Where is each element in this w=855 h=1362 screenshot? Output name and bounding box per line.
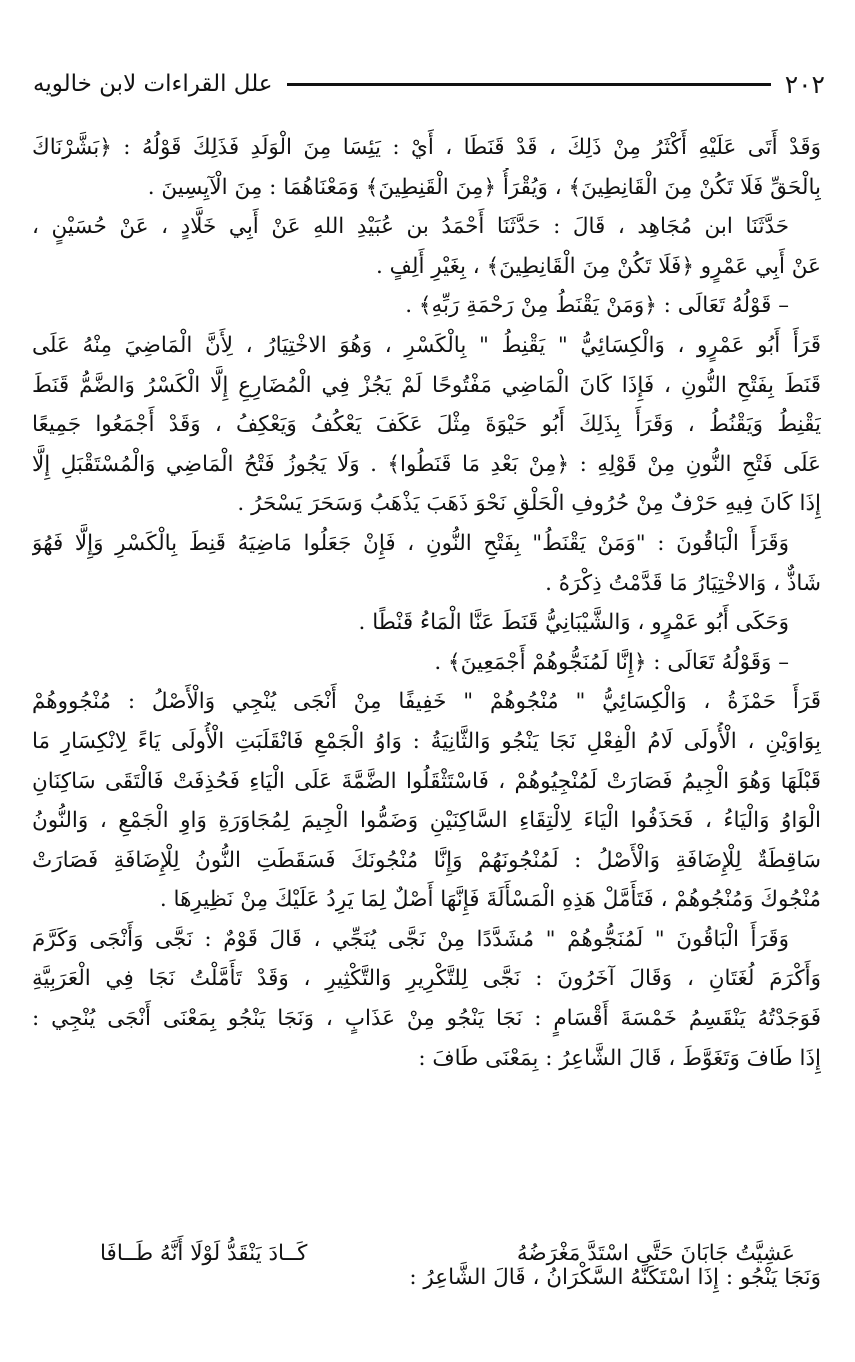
text-line: سَاقِطَةٌ لِلْإِضَافَةِ وَالْأَصْلُ : لَمُنْجُونَهُمْ وَإِنَّا مُنْجُونَكَ فَسَقَطَتِ النُّونُ لِلْإِضَافَةِ فَصَارَتْ — [32, 847, 821, 873]
verse-first-hemistich: عَشِيَّتُ جَابَانَ حَتَّى اسْتَدَّ مَغْرَضُهُ — [516, 1240, 795, 1266]
text-line: – وَقَوْلُهُ تَعَالَى : ﴿إِنَّا لَمُنَجُّوهُمْ أَجْمَعِينَ﴾ . — [434, 649, 789, 675]
text-line: عَلَى فَتْحِ النُّونِ مِنْ قَوْلِهِ : ﴿مِنْ بَعْدِ مَا قَنَطُوا﴾ . وَلَا يَجُوزُ فَتْحُ الْمَاضِي وَالْمُسْتَقْبَلِ إِلَّا — [32, 451, 821, 477]
page-number: ٢٠٢ — [784, 69, 825, 99]
text-line: – قَوْلُهُ تَعَالَى : ﴿وَمَنْ يَقْنَطُ مِنْ رَحْمَةِ رَبِّهِ﴾ . — [405, 293, 789, 319]
text-line: عَنْ أَبِي عَمْرٍو ﴿فَلَا تَكُنْ مِنَ الْقَانِطِينَ﴾ ، بِغَيْرِ أَلِفٍ . — [375, 253, 821, 279]
text-line: وَنَجَا يَنْجُو : إِذَا اسْتَكَنَّهُ السَّكْرَانُ ، قَالَ الشَّاعِرُ : — [409, 1265, 821, 1290]
text-line: حَدَّثَنَا ابن مُجَاهِد ، قَالَ : حَدَّثَنَا أَحْمَدُ بن عُبَيْدِ اللهِ عَنْ أَبِي خَلَّادٍ ، عَنْ حُسَيْنٍ ، — [32, 214, 789, 240]
verse-second-hemistich: كَــادَ يَنْقَدُّ لَوْلَا أَنَّهُ طَــافَا — [100, 1240, 308, 1266]
text-line: بِوَاوَيْنِ ، الْأُولَى لَامُ الْفِعْلِ نَجَا يَنْجُو وَالثَّانِيَةُ : وَاوُ الْجَمْعِ فَانْقَلَبَتِ الْأُولَى يَاءً لِانْكِسَارِ مَا — [32, 728, 821, 754]
text-line: مُنْجُوكَ وَمُنْجُوهُمْ ، فَتَأَمَّلْ هَذِهِ الْمَسْأَلَةَ فَإِنَّهَا أَصْلٌ لِمَا يَرِدُ عَلَيْكَ مِنْ نَظِيرِهَا . — [159, 887, 821, 913]
body-text — [32, 128, 821, 1078]
text-line: يَقْنِطُ وَيَقْنُطُ ، وَقَرَأَ بِذَلِكَ أَبُو حَيْوَةَ مِثْلَ عَكَفَ يَعْكُفُ وَيَعْكِفُ ، وَقَدْ أَجْمَعُوا جَمِيعًا — [32, 412, 821, 438]
text-line: وَقَدْ أَتَى عَلَيْهِ أَكْثَرُ مِنْ ذَلِكَ ، قَدْ قَنَطَا ، أَيْ : يَئِسَا مِنَ الْوَلَدِ فَذَلِكَ قَوْلُهُ : ﴿بَشَّرْنَاكَ — [32, 135, 821, 160]
text-line: بِالْحَقِّ فَلَا تَكُنْ مِنَ الْقَانِطِينَ﴾ ، وَيُقْرَأُ ﴿مِنَ الْقَنِطِينَ﴾ وَمَعْنَاهُمَا : مِنَ الْآيِسِينَ . — [147, 174, 821, 200]
text-line: وَقَرَأَ الْبَاقُونَ " لَمُنَجُّوهُمْ " مُشَدَّدًا مِنْ نَجَّى يُنَجِّي ، قَالَ قَوْمٌ : نَجَّى وَأَنْجَى وَكَرَّمَ — [32, 926, 789, 952]
text-line: وَأَكْرَمَ لُغَتَانِ ، وَقَالَ آخَرُونَ : نَجَّى لِلتَّكْرِيرِ وَالتَّكْثِيرِ ، وَقَدْ تَأَمَّلْتُ نَجَا فِي الْعَرَبِيَّةِ — [32, 966, 821, 992]
text-line: قَنَطَ بِفَتْحِ النُّونِ ، فَإِذَا كَانَ الْمَاضِي مَفْتُوحًا لَمْ يَجُزْ فِي الْمُضَارِعِ إِلَّا الْكَسْرُ وَالضَّمُّ قَنَطَ — [32, 372, 821, 398]
header-rule — [287, 83, 771, 86]
text-line: إِذَا كَانَ فِيهِ حَرْفٌ مِنْ حُرُوفِ الْحَلْقِ نَحْوَ ذَهَبَ يَذْهَبُ وَسَحَرَ يَسْحَرُ . — [237, 491, 821, 517]
text-line: الْوَاوُ وَالْيَاءُ ، فَحَذَفُوا الْيَاءَ لِالْتِقَاءِ السَّاكِنَيْنِ وَضَمُّوا الْجِيمَ لِمُجَاوَرَةِ وَاوِ الْجَمْعِ ، وَالنُّونُ — [32, 808, 821, 834]
text-line: إِذَا طَافَ وَتَغَوَّطَ ، قَالَ الشَّاعِرُ : بِمَعْنَى طَافَ : — [418, 1045, 821, 1071]
text-line: وَحَكَى أَبُو عَمْرٍو ، وَالشَّيْبَانِيُّ قَنَطَ عَنَّا الْمَاءُ قَنْطًا . — [358, 610, 789, 636]
text-line: فَوَجَدْتُهُ يَنْقَسِمُ خَمْسَةَ أَقْسَامٍ : نَجَا يَنْجُو مِنْ عَذَابٍ ، وَنَجَا يَنْجُو بِمَعْنَى أَنْجَى يُنْجِي : — [32, 1006, 821, 1032]
text-line: قَرَأَ أَبُو عَمْرٍو ، وَالْكِسَائِيُّ " يَقْنِطُ " بِالْكَسْرِ ، وَهُوَ الاخْتِيَارُ ، لِأَنَّ الْمَاضِيَ مِنْهُ عَلَى — [32, 332, 821, 358]
text-line: شَاذٌّ ، وَالاخْتِيَارُ مَا قَدَّمْتُ ذِكْرَهُ . — [545, 570, 821, 596]
text-line: قَبْلَهَا وَهُوَ الْجِيمُ فَصَارَتْ لَمُنْجِيُوهُمْ ، فَاسْتَثْقَلُوا الضَّمَّةَ عَلَى الْيَاءِ فَحُذِفَتْ فَالْتَقَى سَاكِنَانِ — [32, 768, 821, 794]
final-line-container — [32, 1258, 821, 1298]
text-line: وَقَرَأَ الْبَاقُونَ : "وَمَنْ يَقْنَطُ" بِفَتْحِ النُّونِ ، فَإِنْ جَعَلُوا مَاضِيَهُ قَنِطَ بِالْكَسْرِ وَإِلَّا فَهُوَ — [32, 530, 789, 556]
running-title: علل القراءات لابن خالويه — [33, 71, 273, 97]
page-header — [33, 62, 825, 106]
text-line: قَرَأَ حَمْزَةُ ، وَالْكِسَائِيُّ " مُنْجُوهُمْ " خَفِيفًا مِنْ أَنْجَى يُنْجِي وَالْأَصْلُ : مُنْجُووهُمْ — [32, 689, 821, 715]
